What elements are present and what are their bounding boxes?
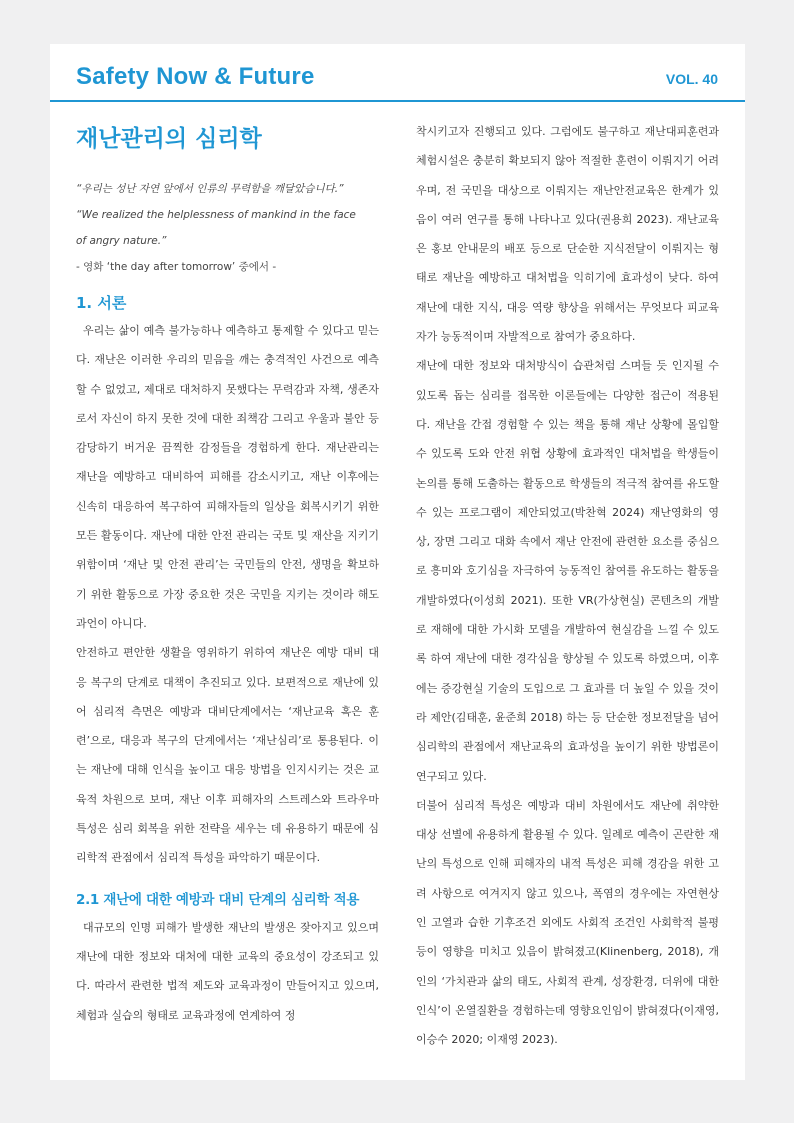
paragraph-2-1-continued: 착시키고자 진행되고 있다. 그럼에도 불구하고 재난대피훈련과 체험시설은 충분히 확보되지 않아 적절한 훈련이 이뤄지기 어려우며, 전 국민을 대상으로 이뤄지는 재난안전교육은 한계가 있음이 여러 연구를 통해 나타나고 있다(권용희 2023). 재난교육은 홍보 안내문의 배포 등으로 단순한 지식전달이 이뤄지는 형태로 재난을 예방하고 대처법을 익히기에 효과성이 낮다. 하여 재난에 대한 지식, 대응 역량 향상을 위해서는 무엇보다 피교육자가 능동적이며 자발적으로 참여가 중요하다. [416,125,719,344]
page-header [50,44,745,102]
paragraph-intro-2: 안전하고 편안한 생활을 영위하기 위하여 재난은 예방 대비 대응 복구의 단계로 대책이 추진되고 있다. 보편적으로 재난에 있어 심리적 측면은 예방과 대비단계에서는 ‘재난교육 혹은 훈련’으로, 대응과 복구의 단계에서는 ‘재난심리’로 통용된다. 이는 재난에 대해 인식을 높이고 대응 방법을 인지시키는 것은 교육적 차원으로 보며, 재난 이후 피해자의 스트레스와 트라우마 특성은 심리 회복을 위한 전략을 세우는 데 유용하기 때문에 심리학적 관점에서 심리적 특성을 파악하기 때문이다. [76,646,379,865]
paragraph-2-1-start: 대규모의 인명 피해가 발생한 재난의 발생은 잦아지고 있으며 재난에 대한 정보와 대처에 대한 교육의 중요성이 강조되고 있다. 따라서 관련한 법적 제도와 교육과정이 만들어지고 있으며, 체험과 실습의 형태로 교육과정에 연계하여 정 [76,920,379,1022]
document-page [50,44,745,1080]
epigraph-source: - 영화 ‘the day after tomorrow’ 중에서 - [76,261,277,273]
epigraph-english-line2: of angry nature.” [76,235,167,247]
epigraph-korean: “우리는 성난 자연 앞에서 인류의 무력함을 깨달았습니다.” [76,183,344,195]
section-heading-introduction: 1. 서론 [76,294,127,312]
publication-title: Safety Now & Future [76,63,315,90]
subsection-heading-2-1: 2.1 재난에 대한 예방과 대비 단계의 심리학 적용 [76,891,360,908]
epigraph [76,176,379,280]
volume-number: VOL. 40 [665,71,718,87]
paragraph-2-1-second: 재난에 대한 정보와 대처방식이 습관처럼 스며들 듯 인지될 수 있도록 돕는 심리를 접목한 이론들에는 다양한 접근이 적용된다. 재난을 간접 경험할 수 있는 책을 통해 재난 상황에 몰입할 수 있도록 도와 안전 위협 상황에 효과적인 대처법을 학생들이 논의를 통해 도출하는 활동으로 학생들의 적극적 참여를 유도할 수 있는 프로그램이 제안되었고(박찬혁 2024) 재난영화의 영상, 장면 그리고 대화 속에서 재난 안전에 관련한 요소를 중심으로 흥미와 호기심을 자극하여 능동적인 참여를 유도하는 활동을 개발하였다(이성희 2021). 또한 VR(가상현실) 콘텐츠의 개발로 재해에 대한 가시화 모델을 개발하여 현실감을 느낄 수 있도록 하여 재난에 대한 경각심을 향상될 수 있도록 하였으며, 이후에는 증강현실 기술의 도입으로 그 효과를 더 높일 수 있을 것이라 제안(김태훈, 윤준희 2018) 하는 등 단순한 정보전달을 넘어 심리학의 관점에서 재난교육의 효과성을 높이기 위한 방법론이 연구되고 있다. [416,359,719,783]
article-title: 재난관리의 심리학 [76,126,262,152]
paragraph-intro-1: 우리는 삶이 예측 불가능하나 예측하고 통제할 수 있다고 믿는다. 재난은 이러한 우리의 믿음을 깨는 충격적인 사건으로 예측할 수 없었고, 제대로 대처하지 못했다는 무력감과 자책, 생존자로서 자신이 하지 못한 것에 대한 죄책감 그리고 우울과 불안 등 감당하기 버거운 끔찍한 감정들을 경험하게 한다. 재난관리는 재난을 예방하고 대비하여 피해를 감소시키고, 재난 이후에는 신속히 대응하여 복구하여 피해자들의 일상을 회복시키기 위한 모든 활동이다. 재난에 대한 안전 관리는 국토 및 재산을 지키기 위함이며 ‘재난 및 안전 관리’는 국민들의 안전, 생명을 확보하기 위한 활동으로 가장 중요한 것은 국민을 지키는 것이라 해도 과언이 아니다. [76,324,379,630]
right-column [416,117,719,1055]
left-column [76,118,379,1030]
paragraph-2-1-third: 더불어 심리적 특성은 예방과 대비 차원에서도 재난에 취약한 대상 선별에 유용하게 활용될 수 있다. 일례로 예측이 곤란한 재난의 특성으로 인해 피해자의 내적 특성은 피해 경감을 위한 고려 사항으로 여겨지지 않고 있으나, 폭염의 경우에는 자연현상인 고열과 습한 기후조건 외에도 사회적 조건인 사회학적 불평등이 영향을 미치고 있음이 밝혀졌고(Klinenberg, 2018), 개인의 ‘가치관과 삶의 태도, 사회적 관계, 성장환경, 더위에 대한 인식’이 온열질환을 경험하는데 영향요인임이 밝혀졌다(이재영, 이승수 2020; 이재영 2023). [416,798,719,1047]
epigraph-english-line1: “We realized the helplessness of mankind in the face [76,209,356,221]
